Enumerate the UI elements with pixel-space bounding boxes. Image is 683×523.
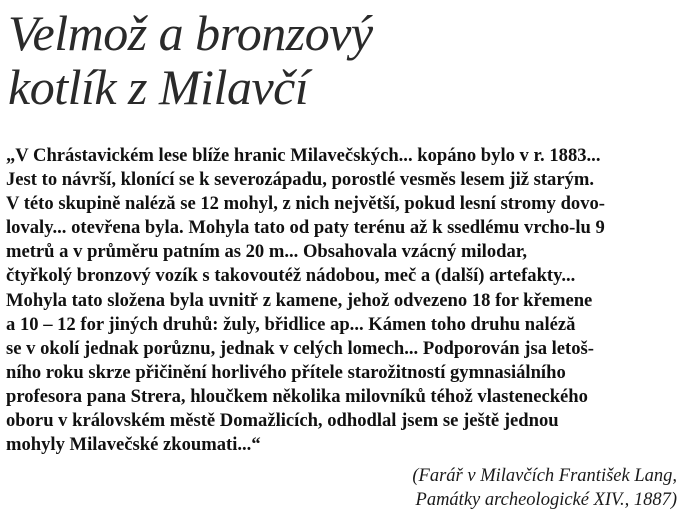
quote-line: mohyly Milavečské zkoumati...“ <box>6 434 261 456</box>
quote-line: se v okolí jednak porůznu, jednak v celých lomech... Podporován jsa letoš- <box>6 337 594 359</box>
quote-line: V této skupině naléză se 12 mohyl, z nich největší, pokud lesní stromy dovo- <box>6 193 606 215</box>
article-title <box>8 6 373 114</box>
quote-line: Mohyla tato složena byla uvnitř z kamene, jehož odvezeno 18 for křemene <box>6 289 593 311</box>
attribution-line: (Farář v Milavčích František Lang, <box>412 466 677 486</box>
title-line: Velmož a bronzový <box>8 5 373 61</box>
quote-line: čtyřkolý bronzový vozík s takovoutéž nádobou, meč a (další) artefakty... <box>6 265 576 287</box>
source-attribution <box>412 464 677 512</box>
quote-line: Jest to návrší, klonící se k severozápadu, porostlé vesměs lesem již starým. <box>6 169 595 191</box>
quote-line: lovaly... otevřena byla. Mohyla tato od paty terénu až k ssedlému vrcho-lu 9 <box>6 217 605 239</box>
quote-line: profesora pana Strera, hloučkem několika milovníků téhož vlasteneckého <box>6 385 588 407</box>
quote-line: a 10 – 12 for jiných druhů: žuly, břidlice ap... Kámen toho druhu naléză <box>6 313 576 335</box>
quote-paragraph <box>6 144 682 457</box>
quote-line: metrů a v průměru patním as 20 m... Obsahovala vzácný milodar, <box>6 241 527 263</box>
title-line: kotlík z Milavčí <box>8 59 309 115</box>
quote-line: ního roku skrze přičinění horlivého přítele starožitností gymnasiálního <box>6 361 566 383</box>
quote-line: oboru v královském městě Domažlicích, odhodlal jsem se ještě jednou <box>6 410 559 432</box>
attribution-line: Památky archeologické XIV., 1887) <box>415 490 677 510</box>
quote-line: „V Chrástavickém lese blíže hranic Milavečských... kopáno bylo v r. 1883... <box>6 145 601 166</box>
